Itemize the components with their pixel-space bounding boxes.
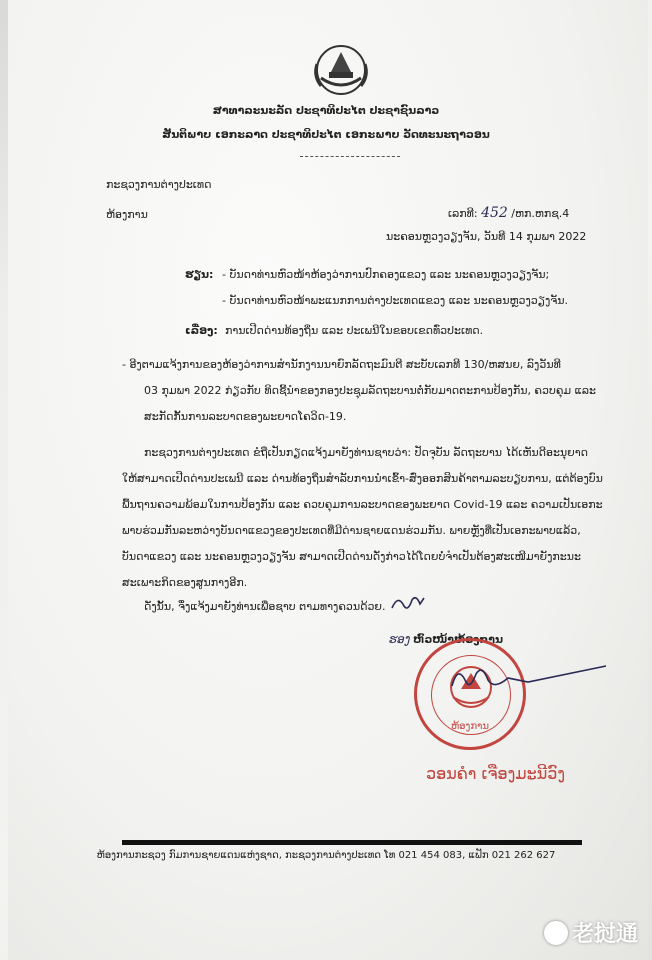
body-para-2-line-6: ສະເພາະກິດຂອງສູນກາງອີກ. [122, 576, 248, 589]
sender-ministry: ກະຊວງການຕ່າງປະເທດ [106, 178, 212, 191]
handwritten-signature [448, 660, 608, 694]
document-date: ນະຄອນຫຼວງວຽງຈັນ, ວັນທີ 14 ກຸມພາ 2022 [386, 230, 587, 243]
header-line-1: ສາທາລະນະລັດ ປະຊາທິປະໄຕ ປະຊາຊົນລາວ [212, 104, 440, 117]
ref-number-prefix: ເລກທີ: [448, 207, 478, 220]
watermark-text: 老挝通 [571, 922, 638, 947]
ref-number-suffix: /ຫກ.ຫກຊ.4 [511, 207, 570, 220]
signatory-title-text: ຫົວໜ້າຫ້ອງການ [413, 633, 503, 646]
official-stamp [414, 638, 526, 750]
sender-office: ຫ້ອງການ [106, 208, 148, 221]
reference-number [448, 206, 569, 221]
header-line-2: ສັນຕິພາບ ເອກະລາດ ປະຊາທິປະໄຕ ເອກະພາບ ວັດທະນະຖາວອນ [162, 128, 490, 141]
body-para-2-line-1: ກະຊວງການຕ່າງປະເທດ ຂໍຖືເປັນກຽດແຈ້ງມາຍັງທ່ານຊາບວ່າ: ປັດຈຸບັນ ລັດຖະບານ ໄດ້ເຫັນດີອະນຸຍາດ [144, 446, 589, 459]
subject-text: ການເປີດດ່ານທ້ອງຖິ່ນ ແລະ ປະເພນີໃນຂອບເຂດທົ່ວປະເທດ. [225, 324, 484, 337]
stamp-label: ຫ້ອງການ [450, 721, 490, 732]
body-para-2-line-5: ບັນດາແຂວງ ແລະ ນະຄອນຫຼວງວຽງຈັນ ສາມາດເປີດດ່ານດັ່ງກ່າວໄດ້ໂດຍບໍ່ຈຳເປັນຕ້ອງສະເໜີມາຍັງກະນະ [122, 550, 581, 563]
closing-sentence: ດັ່ງນັ້ນ, ຈຶ່ງແຈ້ງມາຍັງທ່ານເພື່ອຊາບ ຕາມທາງຄວນດ້ວຍ. [144, 600, 386, 613]
to-recipient-1: - ບັນດາທ່ານຫົວໜ້າຫ້ອງວ່າການປົກຄອງແຂວງ ແລະ ນະຄອນຫຼວງວຽງຈັນ; [222, 268, 550, 281]
footer-divider [122, 840, 582, 845]
watermark [544, 917, 638, 948]
watermark-logo-icon [544, 921, 568, 945]
body-para-1-line-3: ສະກັດກັ້ນການລະບາດຂອງພະຍາດໂຄວິດ-19. [144, 410, 347, 423]
ref-number-handwritten: 452 [481, 205, 508, 221]
header-divider [300, 156, 400, 157]
body-para-2-line-3: ພື້ນຖານຄວາມພ້ອມໃນການປ້ອງກັນ ແລະ ຄວບຄຸມການລະບາດຂອງພະຍາດ Covid-19 ແລະ ຄວາມເປັນເອກະ [122, 498, 603, 511]
signatory-name: ວອນຄຳ ເຈືອງມະນີວົງ [426, 764, 566, 783]
to-recipient-2: - ບັນດາທ່ານຫົວໜ້າພະແນກການຕ່າງປະເທດແຂວງ ແລະ ນະຄອນຫຼວງວຽງຈັນ. [222, 294, 568, 307]
signatory-title-prefix: ຮອງ [388, 632, 410, 646]
footer-contact: ຫ້ອງການກະຊວງ ກົມການຊາຍແດນແຫ່ງຊາດ, ກະຊວງການຕ່າງປະເທດ ໂທ 021 454 083, ແຟັກ 021 262 627 [96, 850, 556, 861]
initial-signature [390, 592, 426, 614]
national-emblem [307, 42, 375, 98]
body-para-1-line-2: 03 ກຸມພາ 2022 ກ່ຽວກັບ ທິດຊີ້ນຳຂອງກອງປະຊຸມລັດຖະບານຕໍ່ກັບມາດຕະການປ້ອງກັນ, ຄວບຄຸມ ແລະ [144, 384, 596, 397]
body-para-2-line-2: ໃຫ້ສາມາດເປີດດ່ານປະເພນີ ແລະ ດ່ານທ້ອງຖິ່ນສຳລັບການນຳເຂົ້າ-ສົ່ງອອກສິນຄ້າຕາມລະບຽບການ, ແຕ່ຕ້ອງບົນ [122, 472, 603, 485]
to-label: ຮຽນ: [185, 268, 214, 281]
subject-label: ເລື່ອງ: [185, 324, 218, 337]
body-para-2-line-4: ພາບຮ່ວມກັນລະຫວ່າງບັນດາແຂວງຂອງປະເທດທີ່ມີດ່ານຊາຍແດນຮ່ວມກັນ. ພາຍຫຼັງທີ່ເປັນເອກະພາບແລ້ວ, [122, 524, 581, 537]
body-para-1-line-1: - ອີງຕາມແຈ້ງການຂອງຫ້ອງວ່າການສຳນັກງານນາຍົກລັດຖະມົນຕີ ສະບັບເລກທີ 130/ຫສນຍ, ລົງວັນທີ [122, 358, 561, 371]
